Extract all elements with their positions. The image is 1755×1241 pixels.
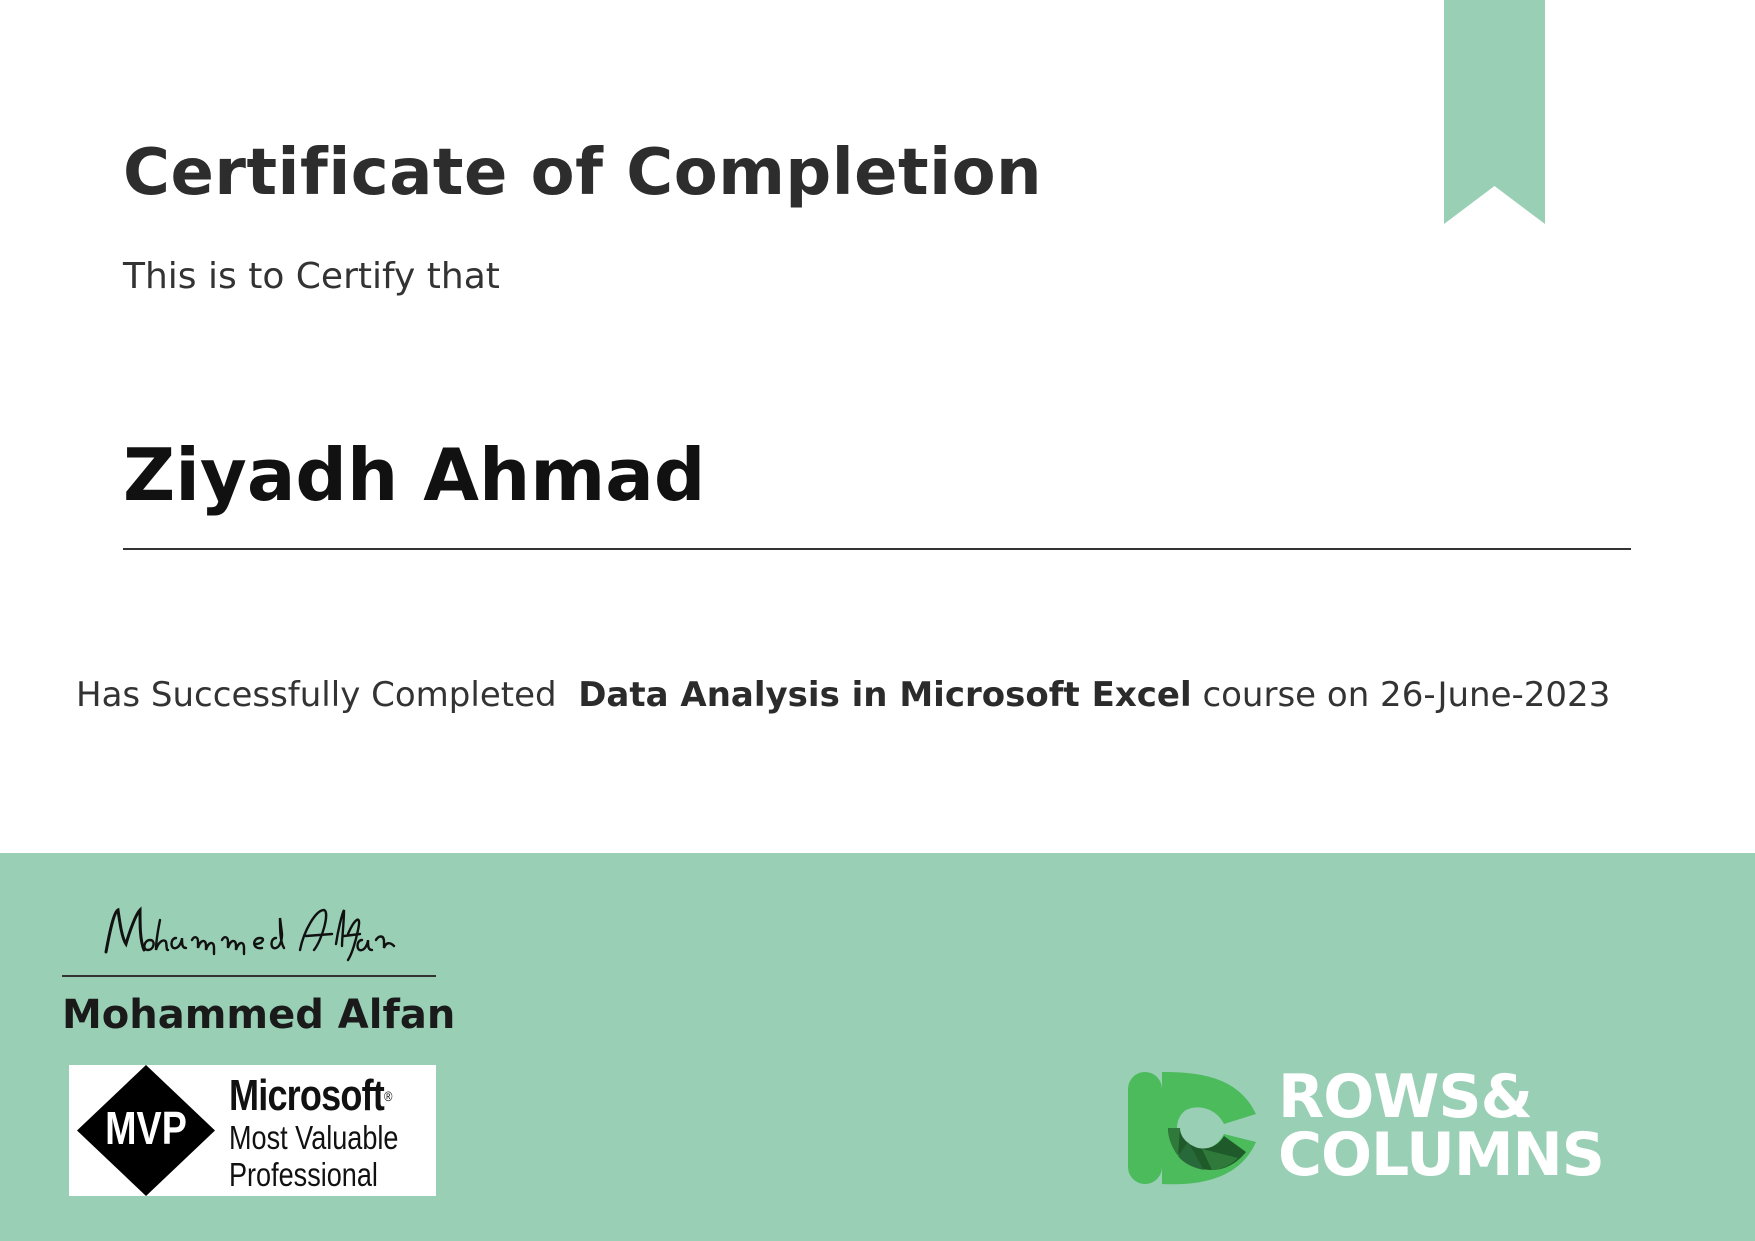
course-name: Data Analysis in Microsoft Excel: [578, 675, 1192, 715]
recipient-name: Ziyadh Ahmad: [123, 433, 706, 517]
certify-line: This is to Certify that: [123, 256, 500, 297]
mvp-line-2: Professional: [229, 1156, 378, 1193]
rows-columns-logo: [1128, 1062, 1648, 1190]
wordmark-line-1: ROWS&: [1278, 1062, 1532, 1132]
completion-prefix: Has Successfully Completed: [76, 675, 557, 715]
name-underline: [123, 548, 1631, 550]
rows-columns-logo-icon: [1128, 1070, 1258, 1186]
wordmark-line-2: COLUMNS: [1278, 1120, 1604, 1190]
certificate-title: Certificate of Completion: [123, 136, 1043, 210]
signature-image: [100, 900, 410, 970]
rows-columns-wordmark: [1278, 1062, 1604, 1190]
mvp-line-1: Most Valuable: [229, 1119, 399, 1156]
mvp-diamond-icon: [77, 1065, 215, 1196]
mvp-text-block: [229, 1073, 436, 1193]
ribbon-bookmark: [1444, 0, 1545, 224]
completion-statement: [76, 675, 1716, 715]
signatory-name: Mohammed Alfan: [62, 992, 456, 1038]
signature-line: [62, 975, 436, 977]
microsoft-mvp-badge: [69, 1065, 436, 1196]
svg-text:MVP: MVP: [105, 1102, 187, 1154]
mvp-brand: Microsoft®: [229, 1071, 392, 1120]
completion-suffix: course on 26-June-2023: [1202, 675, 1611, 715]
